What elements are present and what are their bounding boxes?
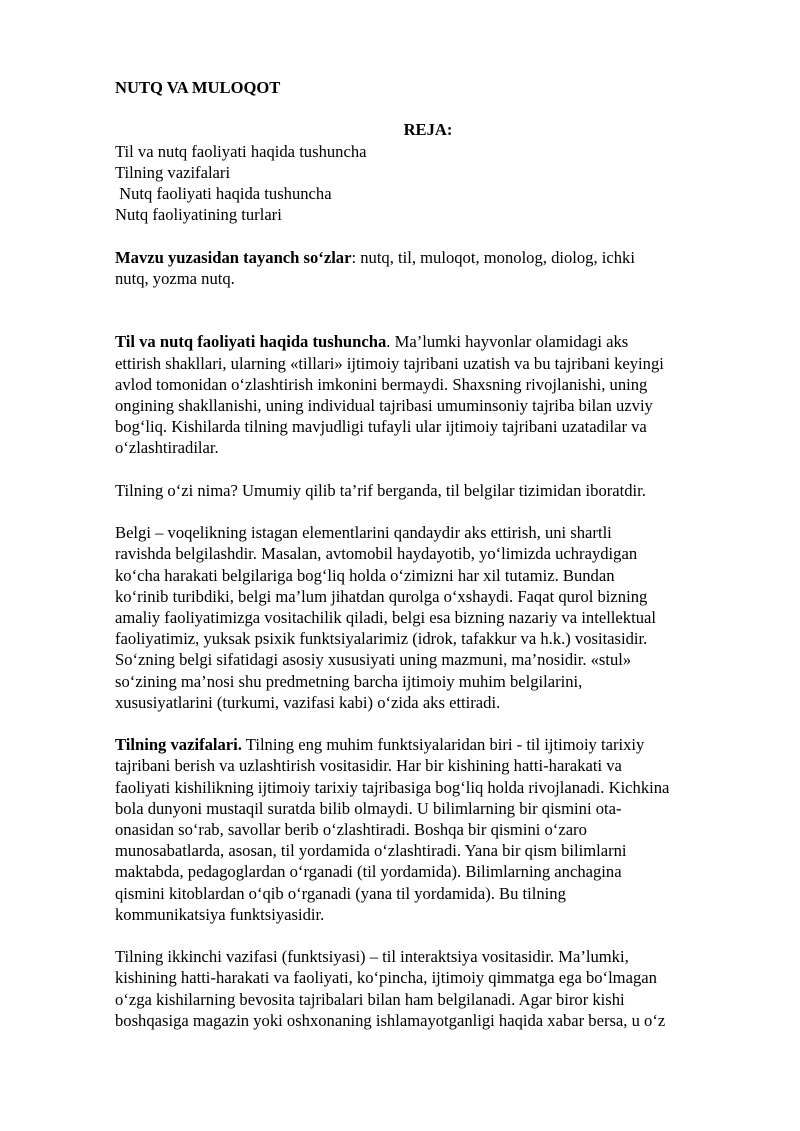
spacer (115, 225, 715, 246)
text-line: Tilning ikkinchi vazifasi (funktsiyasi) – til interaktsiya vositasidir. Ma’lumki, (115, 947, 629, 967)
section-heading: Til va nutq faoliyati haqida tushuncha (115, 332, 387, 352)
keywords-text: : nutq, til, muloqot, monolog, diolog, ichki (351, 247, 635, 267)
text-line (115, 331, 715, 352)
text-line: bog‘liq. Kishilarda tilning mavjudligi tufayli ular ijtimoiy tajribani uzatadilar va (115, 417, 647, 437)
text-line: ettirish shakllari, ularning «tillari» ijtimoiy tajribani uzatish va bu tajribani keyingi (115, 353, 664, 373)
text-line: ongining shakllanishi, uning individual tajribasi umuminsoniy tajriba bilan uzviy (115, 395, 653, 415)
document-title: NUTQ VA MULOQOT (115, 78, 281, 97)
text-line: ravishda belgilashdir. Masalan, avtomobil haydayotib, yo‘limizda uchraydigan (115, 544, 638, 564)
text-line: munosabatlarda, asosan, til yordamida o‘zlashtiradi. Yana bir qism bilimlarni (115, 841, 627, 861)
text-line: bola dunyoni mustaqil suratda bilib olmaydi. U bilimlarning bir qismini ota- (115, 798, 622, 818)
text-line: amaliy faoliyatimizga vositachilik qiladi, belgi esa bizning nazariy va intellektual (115, 607, 656, 627)
spacer (115, 459, 715, 480)
section-heading: Tilning vazifalari. (115, 735, 242, 755)
spacer (115, 713, 715, 734)
paragraph-belgi (115, 522, 715, 713)
text-line: tajribani berish va uzlashtirish vositasidir. Har bir kishining hatti-harakati va (115, 756, 622, 776)
text-line (115, 247, 715, 268)
text-line: ko‘cha harakati belgilariga bog‘liq holda o‘zimizni har xil tutamiz. Bundan (115, 565, 615, 585)
text-line: onasidan so‘rab, savollar berib o‘zlashtiradi. Boshqa bir qismini o‘zaro (115, 820, 587, 839)
plan-item: Til va nutq faoliyati haqida tushuncha (115, 141, 367, 161)
text-line: ko‘rinib turibdiki, belgi ma’lum jihatdan qurolga o‘xshaydi. Faqat qurol bizning (115, 586, 648, 606)
text-line: o‘zlashtiradilar. (115, 438, 219, 458)
spacer (115, 925, 715, 946)
text-line: So‘zning belgi sifatidagi asosiy xususiyati uning mazmuni, ma’nosidir. «stul» (115, 650, 632, 670)
text-line: Tilning o‘zi nima? Umumiy qilib ta’rif berganda, til belgilar tizimidan iboratdir. (115, 480, 646, 500)
text-line: qismini kitoblardan o‘qib o‘rganadi (yana til yordamida). Bu tilning (115, 883, 566, 903)
paragraph-ikkinchi-vazifa (115, 946, 715, 1031)
spacer (115, 501, 715, 522)
text-line: Belgi – voqelikning istagan elementlarini qandaydir aks ettirish, uni shartli (115, 523, 612, 543)
paragraph-til-nima (115, 480, 715, 501)
text-line: avlod tomonidan o‘zlashtirish imkonini bermaydi. Shaxsning rivojlanishi, uning (115, 374, 648, 394)
text-line: faoliyatimiz, yuksak psixik funktsiyalarimiz (idrok, tafakkur va h.k.) vositasidir. (115, 629, 648, 649)
keywords-paragraph (115, 247, 715, 289)
plan-item: Tilning vazifalari (115, 162, 231, 182)
text-line: boshqasiga magazin yoki oshxonaning ishlamayotganligi haqida xabar bersa, u o‘z (115, 1010, 666, 1030)
spacer (115, 289, 715, 331)
text-line: faoliyati kishilikning ijtimoiy tarixiy tajribasiga bog‘liq holda rivojlanadi. Kichkina (115, 777, 670, 797)
keywords-label: Mavzu yuzasidan tayanch so‘zlar (115, 247, 352, 267)
plan-item: Nutq faoliyatining turlari (115, 205, 282, 225)
text-line: xususiyatlarini (turkumi, vazifasi kabi) o‘zida aks ettiradi. (115, 692, 501, 712)
plan-heading: REJA: (403, 120, 453, 140)
section-text: Tilning eng muhim funktsiyalaridan biri - til ijtimoiy tarixiy (241, 735, 645, 755)
section-til-va-nutq (115, 331, 715, 458)
text-line: kommunikatsiya funktsiyasidir. (115, 904, 325, 924)
text-line (115, 734, 715, 755)
section-tilning-vazifalari (115, 734, 715, 925)
section-text: . Ma’lumki hayvonlar olamidagi aks (386, 332, 629, 352)
plan-list (115, 141, 715, 226)
text-line: kishining hatti-harakati va faoliyati, ko‘pincha, ijtimoiy qimmatga ega bo‘lmagan (115, 968, 657, 988)
text-line: maktabda, pedagoglardan o‘rganadi (til yordamida). Bilimlarning anchagina (115, 862, 622, 882)
text-line: o‘zga kishilarning bevosita tajribalari bilan ham belgilanadi. Agar biror kishi (115, 989, 625, 1009)
text-line: so‘zining ma’nosi shu predmetning barcha ijtimoiy muhim belgilarini, (115, 671, 583, 691)
document-content (115, 77, 715, 1031)
plan-item: Nutq faoliyati haqida tushuncha (115, 183, 332, 203)
text-line: nutq, yozma nutq. (115, 268, 235, 288)
